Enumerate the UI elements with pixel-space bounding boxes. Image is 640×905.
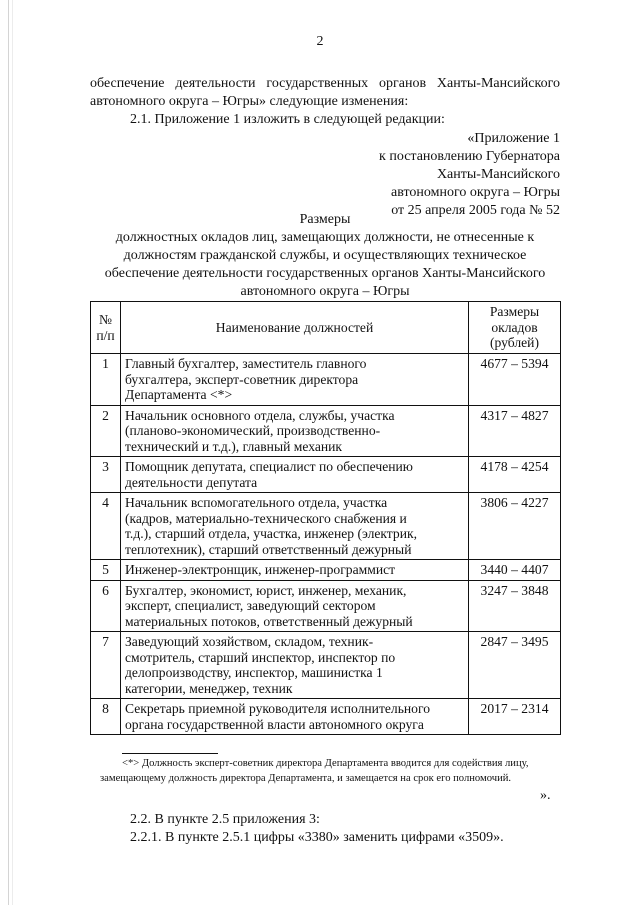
table-row: [91, 580, 561, 632]
table-row: [91, 632, 561, 699]
position-name-line: делопроизводству, инспектор, машинистка 1: [125, 665, 383, 680]
item-2-1: 2.1. Приложение 1 изложить в следующей редакции:: [130, 112, 445, 127]
position-name-line: теплотехник), старший ответственный дежурный: [125, 541, 412, 557]
row-position-name: [121, 632, 469, 699]
position-name-line: категории, менеджер, техник: [125, 680, 293, 696]
header-position-name: Наименование должностей: [121, 302, 469, 354]
position-name-line: материальных потоков, ответственный дежурный: [125, 613, 413, 629]
row-position-name: [121, 457, 469, 493]
table-subtitle-line-1: должностных окладов лиц, замещающих должности, не отнесенные к: [115, 230, 535, 245]
scan-edge-shadow: [12, 0, 13, 905]
salary-table: [90, 301, 561, 735]
closing-quote: ».: [540, 788, 551, 803]
table-row: [91, 560, 561, 581]
row-salary-range: 3440 – 4407: [469, 560, 561, 581]
row-salary-range: 2847 – 3495: [469, 632, 561, 699]
row-position-name: [121, 580, 469, 632]
position-name-line: технический и т.д.), главный механик: [125, 438, 343, 454]
appendix-header-line-3: Ханты-Мансийского: [436, 167, 560, 182]
position-name-line: Начальник основного отдела, службы, участка: [125, 407, 395, 423]
table-row: [91, 699, 561, 735]
row-number: 1: [91, 354, 121, 406]
row-number: 4: [91, 493, 121, 560]
position-name-line: Департамента <*>: [125, 387, 233, 402]
intro-line-1: обеспечение деятельности государственных органов Ханты-Мансийского: [90, 76, 560, 91]
position-name-line: (кадров, материально-технического снабжения и: [125, 510, 407, 526]
row-salary-range: 4677 – 5394: [469, 354, 561, 406]
position-name-line: Главный бухгалтер, заместитель главного: [125, 356, 367, 371]
table-row: [91, 493, 561, 560]
row-number: 7: [91, 632, 121, 699]
appendix-header-line-4: автономного округа – Югры: [391, 185, 560, 200]
footnote-separator: [122, 753, 218, 754]
row-salary-range: 4178 – 4254: [469, 457, 561, 493]
row-position-name: [121, 699, 469, 735]
appendix-header-line-1: «Приложение 1: [467, 131, 560, 146]
intro-line-2: автономного округа – Югры» следующие изменения:: [90, 94, 409, 109]
footnote-line-2: замещающему должность директора Департамента, и замещается на срок его полномочий.: [100, 773, 512, 784]
position-name-line: Заведующий хозяйством, складом, техник-: [125, 634, 374, 649]
table-row: [91, 457, 561, 493]
table-row: [91, 354, 561, 406]
row-position-name: [121, 493, 469, 560]
row-number: 6: [91, 580, 121, 632]
position-name-line: Помощник депутата, специалист по обеспечению: [125, 459, 413, 474]
table-header-row: [91, 302, 561, 354]
table-subtitle-line-3: обеспечение деятельности государственных органов Ханты-Мансийского: [104, 266, 546, 281]
position-name-line: деятельности депутата: [125, 474, 258, 490]
position-name-line: (планово-экономический, производственно-: [125, 423, 381, 438]
appendix-header-line-5: от 25 апреля 2005 года № 52: [391, 203, 560, 218]
row-salary-range: 3806 – 4227: [469, 493, 561, 560]
scan-edge: [8, 0, 9, 905]
row-position-name: [121, 405, 469, 457]
row-salary-range: 3247 – 3848: [469, 580, 561, 632]
row-number: 2: [91, 405, 121, 457]
table-subtitle-line-4: автономного округа – Югры: [240, 284, 410, 299]
position-name-line: Начальник вспомогательного отдела, участка: [125, 495, 388, 510]
item-2-2: 2.2. В пункте 2.5 приложения 3:: [130, 812, 320, 827]
position-name-line: бухгалтера, эксперт-советник директора: [125, 371, 359, 387]
row-position-name: [121, 354, 469, 406]
row-salary-range: 2017 – 2314: [469, 699, 561, 735]
row-salary-range: 4317 – 4827: [469, 405, 561, 457]
header-salary-size: Размеры окладов (рублей): [469, 302, 561, 354]
row-position-name: [121, 560, 469, 581]
position-name-line: органа государственной власти автономного округа: [125, 716, 424, 732]
row-number: 5: [91, 560, 121, 581]
appendix-header-line-2: к постановлению Губернатора: [379, 149, 560, 164]
table-subtitle-line-2: должностям гражданской службы, и осуществляющих техническое: [123, 248, 527, 263]
page-number: 2: [316, 34, 324, 49]
header-number: № п/п: [91, 302, 121, 354]
footnote-line-1: <*> Должность эксперт-советник директора Департамента вводится для содействия лицу,: [122, 758, 529, 769]
position-name-line: т.д.), старший отдела, участка, инженер (электрик,: [125, 526, 417, 541]
position-name-line: Секретарь приемной руководителя исполнительного: [125, 701, 431, 716]
table-title: Размеры: [299, 212, 351, 227]
position-name-line: смотритель, старший инспектор, инспектор по: [125, 649, 396, 665]
row-number: 3: [91, 457, 121, 493]
position-name-line: эксперт, специалист, заведующий сектором: [125, 598, 376, 613]
table-row: [91, 405, 561, 457]
position-name-line: Бухгалтер, экономист, юрист, инженер, механик,: [125, 582, 407, 598]
position-name-line: Инженер-электронщик, инженер-программист: [125, 562, 396, 577]
item-2-2-1: 2.2.1. В пункте 2.5.1 цифры «3380» заменить цифрами «3509».: [130, 830, 504, 845]
row-number: 8: [91, 699, 121, 735]
